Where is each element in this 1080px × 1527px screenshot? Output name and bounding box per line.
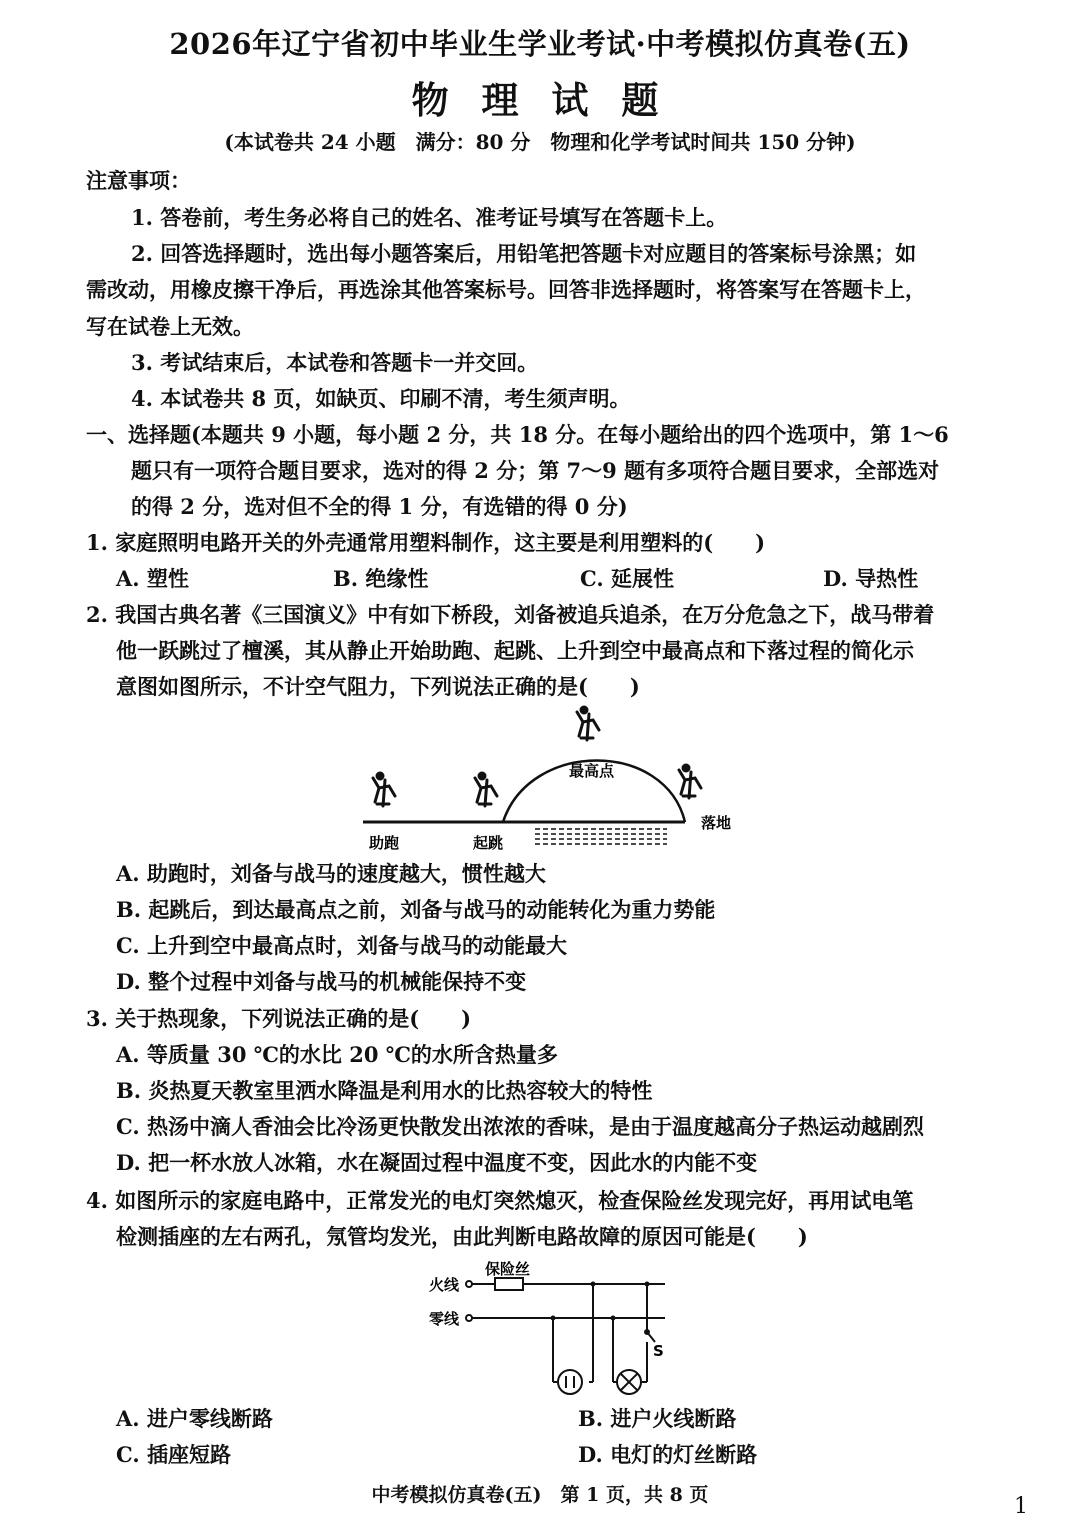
label-top: 最高点: [569, 762, 615, 780]
rider-icon-run: [373, 773, 395, 806]
subject-title: 物 理 试 题: [411, 78, 669, 122]
notice-line: 3. 考试结束后，本试卷和答题卡一并交回。: [131, 350, 539, 375]
exam-title: 2026年辽宁省初中毕业生学业考试·中考模拟仿真卷(五): [169, 27, 911, 61]
page-number: 1: [1014, 1494, 1028, 1519]
question-2-option-b: B. 起跳后，到达最高点之前，刘备与战马的动能转化为重力势能: [116, 897, 716, 922]
section-instruction: 题只有一项符合题目要求，选对的得 2 分；第 7～9 题有多项符合题目要求，全部选对: [131, 458, 940, 483]
question-1-option-b: B. 绝缘性: [333, 566, 429, 591]
question-3-option-c: C. 热汤中滴人香油会比冷汤更快散发出浓浓的香味，是由于温度越高分子热运动越剧烈: [116, 1114, 924, 1139]
question-4-option-c: C. 插座短路: [116, 1442, 231, 1467]
exam-info: (本试卷共 24 小题 满分：80 分 物理和化学考试时间共 150 分钟): [224, 130, 856, 154]
jump-figure: [355, 700, 755, 860]
notice-line: 2. 回答选择题时，选出每小题答案后，用铅笔把答题卡对应题目的答案标号涂黑；如: [131, 241, 917, 266]
question-2-option-a: A. 助跑时，刘备与战马的速度越大，惯性越大: [116, 861, 546, 886]
question-2-option-d: D. 整个过程中刘备与战马的机械能保持不变: [116, 969, 527, 994]
question-4-stem: 4. 如图所示的家庭电路中，正常发光的电灯突然熄灭，检查保险丝发现完好，再用试电笔: [86, 1188, 914, 1213]
notice-heading: 注意事项：: [86, 168, 191, 193]
rider-icon-top: [577, 707, 599, 740]
rider-icon-jump: [475, 773, 497, 806]
label-run: 助跑: [369, 834, 400, 852]
rider-icon-fall: [679, 765, 701, 798]
notice-line: 写在试卷上无效。: [86, 314, 254, 339]
fuse-icon: [495, 1278, 523, 1290]
question-1-stem: 1. 家庭照明电路开关的外壳通常用塑料制作，这主要是利用塑料的( ): [86, 530, 766, 555]
question-2-stem: 2. 我国古典名著《三国演义》中有如下桥段，刘备被追兵追杀，在万分危急之下，战马带着: [86, 602, 935, 627]
question-3-stem: 3. 关于热现象，下列说法正确的是( ): [86, 1006, 472, 1031]
socket-icon: [558, 1370, 582, 1394]
question-1-option-c: C. 延展性: [580, 566, 674, 591]
label-live: 火线: [429, 1276, 460, 1294]
question-2-stem: 意图如图所示，不计空气阻力，下列说法正确的是( ): [116, 674, 640, 699]
section-heading: 一、选择题(本题共 9 小题，每小题 2 分，共 18 分。在每小题给出的四个选项中，第 1～6: [86, 422, 949, 447]
question-4-stem: 检测插座的左右两孔，氖管均发光，由此判断电路故障的原因可能是( ): [116, 1224, 808, 1249]
water-hatching: [535, 829, 667, 844]
question-3-option-d: D. 把一杯水放人冰箱，水在凝固过程中温度不变，因此水的内能不变: [116, 1150, 758, 1175]
section-instruction: 的得 2 分，选对但不全的得 1 分，有选错的得 0 分): [131, 494, 628, 519]
label-fuse: 保险丝: [485, 1260, 531, 1278]
circuit-figure: [425, 1258, 685, 1398]
question-4-option-b: B. 进户火线断路: [578, 1406, 737, 1431]
question-1-option-d: D. 导热性: [823, 566, 919, 591]
question-1-option-a: A. 塑性: [116, 566, 189, 591]
question-3-option-a: A. 等质量 30 ℃的水比 20 ℃的水所含热量多: [116, 1042, 558, 1067]
question-4-option-a: A. 进户零线断路: [116, 1406, 273, 1431]
notice-line: 4. 本试卷共 8 页，如缺页、印刷不清，考生须声明。: [131, 386, 631, 411]
question-3-option-b: B. 炎热夏天教室里洒水降温是利用水的比热容较大的特性: [116, 1078, 653, 1103]
question-2-option-c: C. 上升到空中最高点时，刘备与战马的动能最大: [116, 933, 567, 958]
notice-line: 1. 答卷前，考生务必将自己的姓名、准考证号填写在答题卡上。: [131, 205, 728, 230]
page-footer: 中考模拟仿真卷(五) 第 1 页，共 8 页: [371, 1484, 709, 1506]
question-2-stem: 他一跃跳过了檀溪，其从静止开始助跑、起跳、上升到空中最高点和下落过程的简化示: [116, 638, 914, 663]
notice-line: 需改动，用橡皮擦干净后，再选涂其他答案标号。回答非选择题时，将答案写在答题卡上，: [86, 277, 926, 302]
label-jump: 起跳: [473, 834, 504, 852]
label-switch: S: [653, 1342, 664, 1360]
question-4-option-d: D. 电灯的灯丝断路: [578, 1442, 758, 1467]
label-land: 落地: [701, 814, 732, 832]
label-neutral: 零线: [429, 1310, 460, 1328]
